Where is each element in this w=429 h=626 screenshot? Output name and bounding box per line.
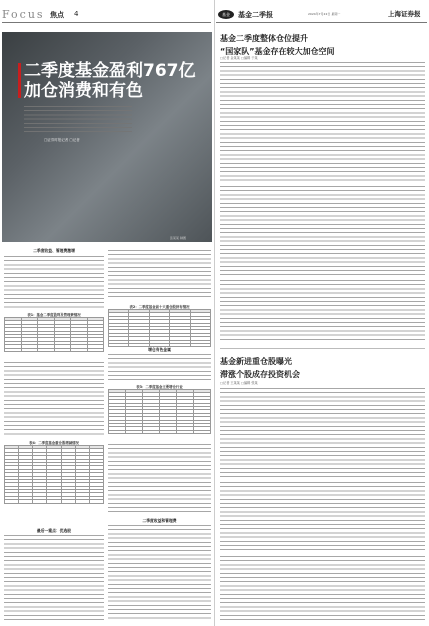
left-header <box>2 7 211 23</box>
page-number: 4 <box>74 10 79 18</box>
red-accent-bar <box>18 63 21 98</box>
section-word: Focus <box>2 8 45 21</box>
page-divider <box>214 0 215 626</box>
headline-line2: 加仓消费和有色 <box>24 81 143 101</box>
subhead-d: 最后一重点：优选股 <box>36 528 72 533</box>
article-2-headline-line2: 滞涨个股成存投资机会 <box>220 370 300 379</box>
photo-credit: 张某某 制图 <box>170 236 186 240</box>
article-2-body-b <box>220 482 425 552</box>
headline-line1: 二季度基金盈利767亿 <box>24 61 196 81</box>
article-1-body-b <box>220 186 425 276</box>
lede <box>24 106 132 132</box>
subhead-b: 增仓有色金属 <box>148 347 171 352</box>
article-1-body-a <box>220 62 425 182</box>
article-2-headline <box>220 356 425 380</box>
article-separator <box>220 348 425 349</box>
subhead-c: 二季度收益和管理费 <box>142 518 177 523</box>
column-1 <box>4 248 104 308</box>
table-1-title: 表1：基金二季度盈利及管理费情况 <box>27 313 81 317</box>
column-2-tail <box>108 525 211 620</box>
table-2-title: 表2：二季度基金前十大重仓股持有情况 <box>129 305 190 309</box>
article-2-body-c <box>220 556 425 620</box>
article-2-body-a <box>220 388 425 478</box>
article-1-headline-line1: 基金二季度整体仓位提升 <box>220 34 308 43</box>
column-2-lower <box>108 444 211 514</box>
headline <box>24 61 196 101</box>
column-1-tail <box>4 535 104 620</box>
section-title: 基金二季报 <box>238 11 273 19</box>
table-4-title: 表4：二季度基金重仓股增减情况 <box>29 441 79 445</box>
article-2-byline: □记者 王某某 □编辑 张某 <box>220 381 258 385</box>
section-label: 焦点 <box>50 11 64 19</box>
column-2-mid <box>108 354 211 380</box>
table-3 <box>108 384 211 434</box>
column-1-body <box>4 362 104 437</box>
left-page <box>0 0 213 626</box>
column-2-top <box>108 250 211 300</box>
article-1-headline-line2: “国家队”基金存在较大加仓空间 <box>220 47 335 56</box>
section-badge: 基金 <box>218 10 234 19</box>
brand-name: 上海证券报 <box>388 10 421 18</box>
subhead-a: 二季度收益、管理费激增 <box>33 248 75 253</box>
article-1-headline <box>220 33 425 57</box>
right-header <box>216 7 427 23</box>
right-page <box>216 0 429 626</box>
table-2 <box>108 304 211 347</box>
byline: □证券时报记者 □记者 <box>44 138 80 142</box>
article-1-byline: □记者 金某某 □编辑 于某 <box>220 56 258 60</box>
table-3-title: 表3：二季度基金主要增仓行业 <box>136 385 183 389</box>
article-1-body-c <box>220 280 425 342</box>
date-line: 2024年7月22日 星期一 <box>308 12 341 16</box>
article-2-headline-line1: 基金新进重仓股曝光 <box>220 357 292 366</box>
table-4 <box>4 440 104 504</box>
table-1 <box>4 312 104 352</box>
